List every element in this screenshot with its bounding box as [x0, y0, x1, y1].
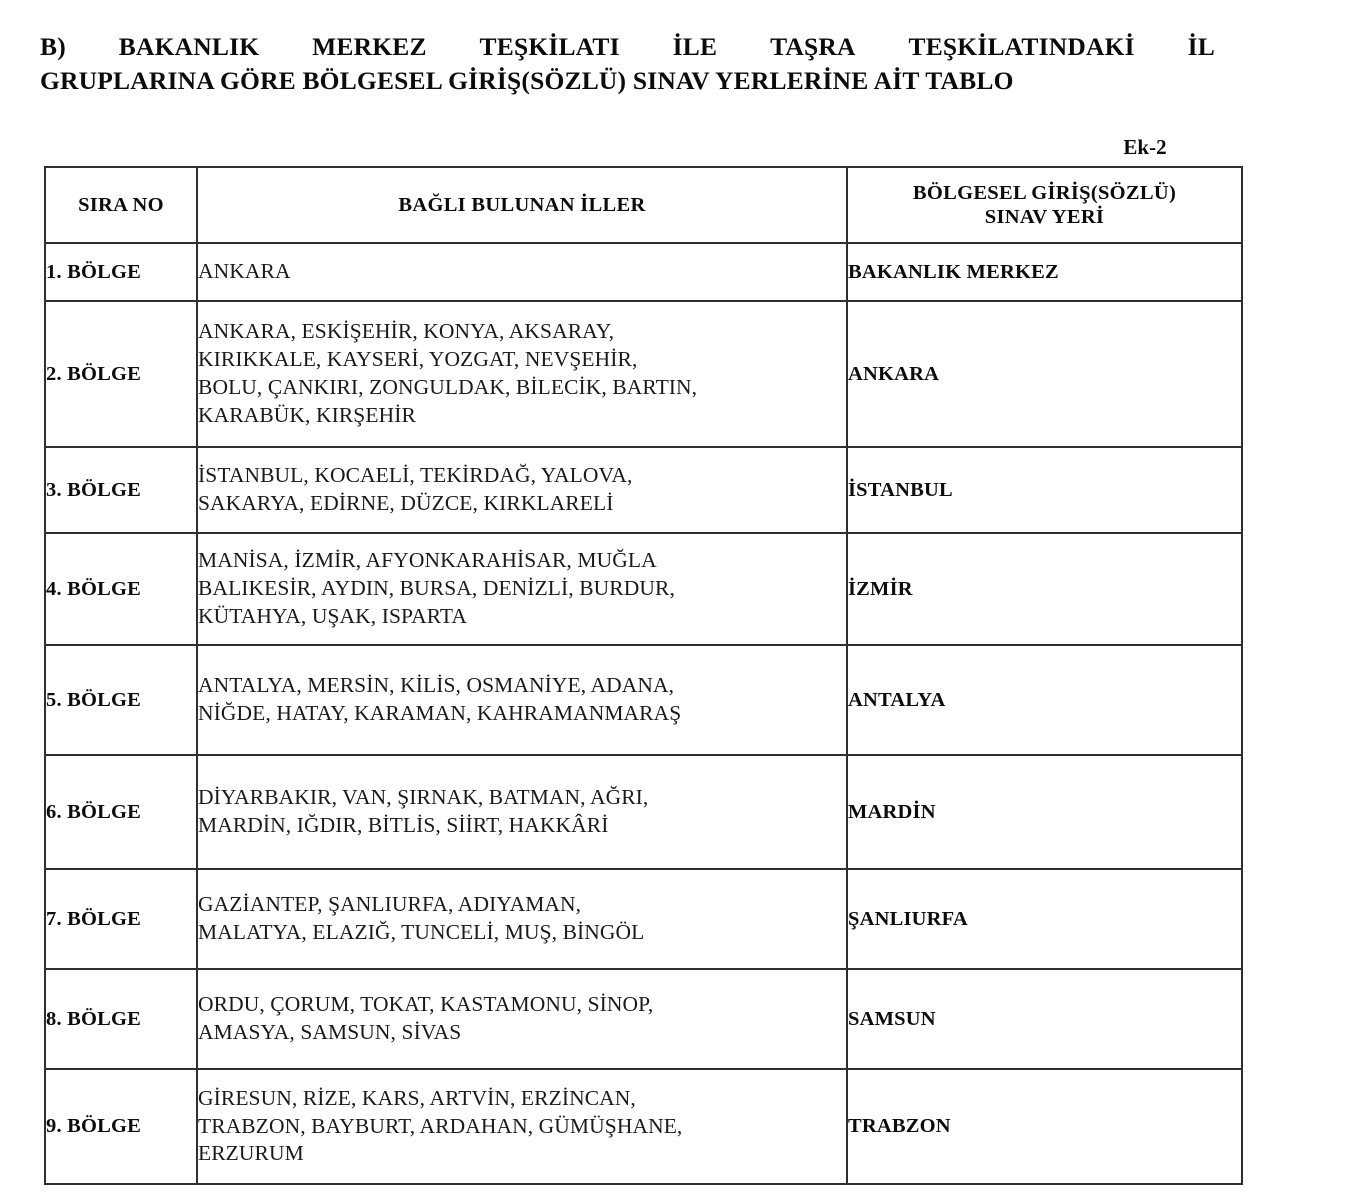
column-header-baglı-bulunan-iller: BAĞLI BULUNAN İLLER — [197, 167, 847, 243]
cell-sira-no: 7. BÖLGE — [45, 869, 197, 969]
iller-line: DİYARBAKIR, VAN, ŞIRNAK, BATMAN, AĞRI, — [198, 785, 649, 810]
cell-sinav-yeri: İSTANBUL — [847, 447, 1242, 533]
exam-locations-table — [44, 166, 1243, 1185]
iller-line: MARDİN, IĞDIR, BİTLİS, SİİRT, HAKKÂRİ — [198, 813, 609, 837]
table-row — [45, 645, 1242, 755]
cell-sira-no: 3. BÖLGE — [45, 447, 197, 533]
cell-sira-no: 9. BÖLGE — [45, 1069, 197, 1184]
iller-line: ERZURUM — [198, 1141, 304, 1166]
cell-sinav-yeri: BAKANLIK MERKEZ — [847, 243, 1242, 301]
iller-line: ANTALYA, MERSİN, KİLİS, OSMANİYE, ADANA, — [198, 673, 675, 698]
column-header-sinav-yeri-line2: SINAV YERİ — [984, 206, 1105, 228]
cell-sinav-yeri: MARDİN — [847, 755, 1242, 869]
table-body — [45, 243, 1242, 1184]
cell-baglı-bulunan-iller — [197, 1069, 847, 1184]
cell-baglı-bulunan-iller — [197, 533, 847, 645]
table-header-row — [45, 167, 1242, 243]
table-row — [45, 243, 1242, 301]
table-row — [45, 755, 1242, 869]
cell-sira-no: 1. BÖLGE — [45, 243, 197, 301]
heading-word: İLE — [672, 32, 718, 61]
heading-word: İL — [1187, 32, 1215, 61]
heading-word: TEŞKİLATINDAKİ — [908, 32, 1135, 61]
column-header-sinav-yeri-line1: BÖLGESEL GİRİŞ(SÖZLÜ) — [912, 181, 1177, 204]
heading-word: MERKEZ — [312, 32, 427, 61]
heading-word: TAŞRA — [770, 32, 856, 61]
exam-locations-table-wrapper — [44, 166, 1241, 1185]
table-row — [45, 533, 1242, 645]
table-header — [45, 167, 1242, 243]
cell-baglı-bulunan-iller — [197, 243, 847, 301]
cell-sira-no: 2. BÖLGE — [45, 301, 197, 447]
table-row — [45, 1069, 1242, 1184]
iller-line: KARABÜK, KIRŞEHİR — [198, 402, 416, 427]
heading-word: BAKANLIK — [118, 32, 260, 61]
iller-line: ORDU, ÇORUM, TOKAT, KASTAMONU, SİNOP, — [198, 992, 654, 1017]
cell-sinav-yeri: SAMSUN — [847, 969, 1242, 1069]
iller-line: KIRIKKALE, KAYSERİ, YOZGAT, NEVŞEHİR, — [198, 347, 638, 372]
iller-line: SAKARYA, EDİRNE, DÜZCE, KIRKLARELİ — [198, 491, 614, 515]
cell-baglı-bulunan-iller — [197, 645, 847, 755]
heading-word: TEŞKİLATI — [479, 32, 620, 61]
cell-sira-no: 5. BÖLGE — [45, 645, 197, 755]
iller-line: ANKARA — [198, 259, 291, 284]
iller-line: GİRESUN, RİZE, KARS, ARTVİN, ERZİNCAN, — [198, 1085, 636, 1110]
cell-baglı-bulunan-iller — [197, 755, 847, 869]
annex-label: Ek-2 — [1123, 135, 1167, 159]
cell-baglı-bulunan-iller — [197, 447, 847, 533]
iller-line: KÜTAHYA, UŞAK, ISPARTA — [198, 603, 468, 628]
table-row — [45, 447, 1242, 533]
cell-baglı-bulunan-iller — [197, 301, 847, 447]
iller-line: BOLU, ÇANKIRI, ZONGULDAK, BİLECİK, BARTIN, — [198, 375, 698, 399]
iller-line: İSTANBUL, KOCAELİ, TEKİRDAĞ, YALOVA, — [198, 463, 633, 488]
cell-sira-no: 4. BÖLGE — [45, 533, 197, 645]
cell-baglı-bulunan-iller — [197, 869, 847, 969]
cell-sinav-yeri: ŞANLIURFA — [847, 869, 1242, 969]
iller-line: GAZİANTEP, ŞANLIURFA, ADIYAMAN, — [198, 892, 582, 917]
heading-line-2: GRUPLARINA GÖRE BÖLGESEL GİRİŞ(SÖZLÜ) SINAV YERLERİNE AİT TABLO — [40, 65, 1014, 95]
cell-sinav-yeri: İZMİR — [847, 533, 1242, 645]
iller-line: BALIKESİR, AYDIN, BURSA, DENİZLİ, BURDUR, — [198, 576, 675, 601]
table-row — [45, 869, 1242, 969]
iller-line: NİĞDE, HATAY, KARAMAN, KAHRAMANMARAŞ — [198, 701, 682, 725]
iller-line: TRABZON, BAYBURT, ARDAHAN, GÜMÜŞHANE, — [198, 1113, 683, 1138]
cell-sinav-yeri: TRABZON — [847, 1069, 1242, 1184]
heading-word: B) — [40, 32, 66, 61]
cell-sinav-yeri: ANTALYA — [847, 645, 1242, 755]
iller-line: AMASYA, SAMSUN, SİVAS — [198, 1020, 462, 1044]
cell-sinav-yeri: ANKARA — [847, 301, 1242, 447]
column-header-sinav-yeri — [847, 167, 1242, 243]
heading-line-1 — [40, 30, 1215, 64]
table-row — [45, 969, 1242, 1069]
table-row — [45, 301, 1242, 447]
cell-baglı-bulunan-iller — [197, 969, 847, 1069]
document-heading — [40, 30, 1215, 97]
iller-line: MANİSA, İZMİR, AFYONKARAHİSAR, MUĞLA — [198, 548, 657, 573]
column-header-sira-no: SIRA NO — [45, 167, 197, 243]
cell-sira-no: 6. BÖLGE — [45, 755, 197, 869]
iller-line: ANKARA, ESKİŞEHİR, KONYA, AKSARAY, — [198, 319, 615, 344]
cell-sira-no: 8. BÖLGE — [45, 969, 197, 1069]
iller-line: MALATYA, ELAZIĞ, TUNCELİ, MUŞ, BİNGÖL — [198, 920, 645, 944]
